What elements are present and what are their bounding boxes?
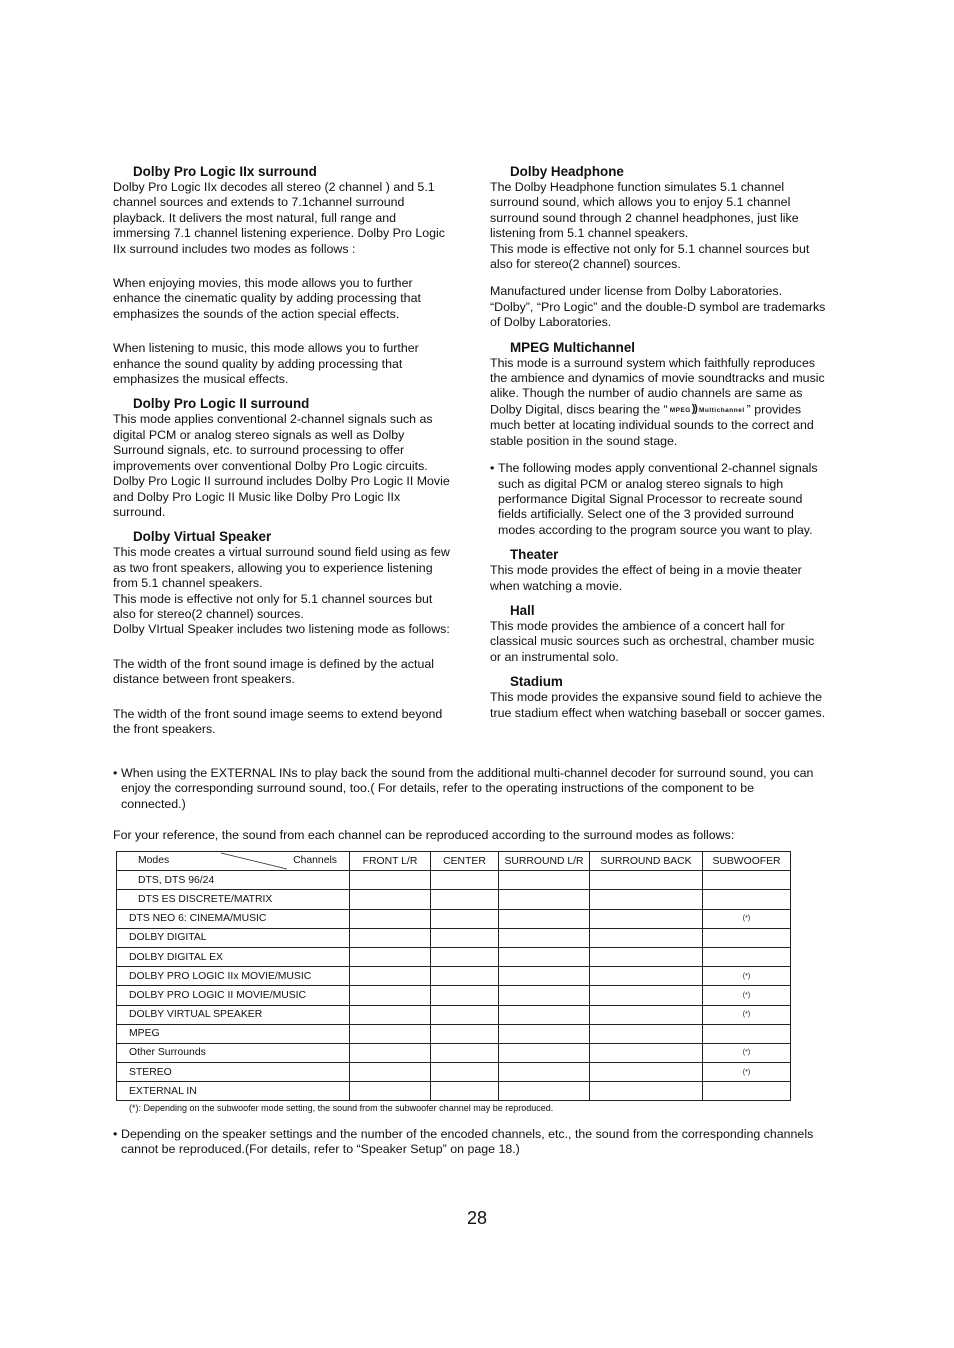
channel-cell [499, 1082, 590, 1101]
channel-cell [431, 871, 499, 890]
mpeg-multichannel-logo [670, 402, 745, 418]
channel-cell [590, 967, 703, 986]
header-center: CENTER [431, 852, 499, 871]
external-in-note [113, 766, 851, 812]
modes-label: Modes [138, 855, 170, 866]
right-column [490, 163, 842, 721]
table-row [117, 986, 791, 1005]
text-line: This mode creates a virtual surround sound field using as few [113, 545, 450, 560]
text-line: emphasizes the musical effects. [113, 372, 289, 387]
text-line: alike. Though the number of audio channels are same as [490, 386, 803, 401]
text-line: modes according to the program source you want to play. [498, 522, 813, 537]
text-line: The Dolby Headphone function simulates 5.1 channel [490, 180, 785, 194]
left-column [113, 163, 465, 737]
channel-cell [590, 986, 703, 1005]
mpeg-wave-icon: ⸩ [691, 402, 698, 415]
channel-cell [499, 1063, 590, 1082]
header-surround-back: SURROUND BACK [590, 852, 703, 871]
reference-intro: For your reference, the sound from each channel can be reproduced according to the surround modes as follows: [113, 828, 735, 842]
channel-cell [590, 909, 703, 928]
channel-cell [590, 947, 703, 966]
text-line: when watching a movie. [490, 578, 623, 593]
header-subwoofer: SUBWOOFER [703, 852, 791, 871]
mode-cell: DOLBY PRO LOGIC II MOVIE/MUSIC [117, 986, 350, 1005]
text-line: stable position in the sound stage. [490, 433, 678, 448]
text-line: cannot be reproduced.(For details, refer to “Speaker Setup” on page 18.) [121, 1142, 520, 1157]
channel-cell [431, 986, 499, 1005]
channel-cell [350, 1043, 431, 1062]
text-line: IIx surround includes two modes as follows : [113, 241, 356, 256]
table-row [117, 1043, 791, 1062]
license-text [490, 284, 842, 330]
table-footnote: (*): Depending on the subwoofer mode setting, the sound from the subwoofer channel may be reproduced. [129, 1103, 554, 1113]
channel-cell [350, 967, 431, 986]
channel-cell [350, 1005, 431, 1024]
mode-cell: DOLBY DIGITAL [117, 928, 350, 947]
text-line: such as digital PCM or analog stereo signals to high [498, 476, 784, 491]
text-line: classical music sources such as orchestral, chamber music [490, 634, 815, 649]
channel-cell [431, 967, 499, 986]
mode-cell: DOLBY VIRTUAL SPEAKER [117, 1005, 350, 1024]
dvs-text [113, 545, 465, 637]
channel-cell [431, 890, 499, 909]
channel-cell [590, 1043, 703, 1062]
text-line: This mode is a surround system which faithfully reproduces [490, 355, 816, 370]
text-line: This mode provides the ambience of a concert hall for [490, 618, 785, 633]
table-row [117, 909, 791, 928]
text-line: Dolby Pro Logic IIx decodes all stereo (2 channel ) and 5.1 [113, 180, 435, 194]
headphone-text [490, 180, 842, 272]
stadium-title: Stadium [510, 674, 563, 690]
mode-cell: MPEG [117, 1024, 350, 1043]
subwoofer-cell: (*) [703, 1043, 791, 1062]
channel-cell [590, 871, 703, 890]
speaker-settings-note [113, 1127, 851, 1158]
channel-cell [350, 890, 431, 909]
text-line: enhance the cinematic quality by adding processing that [113, 291, 421, 306]
text-line: This mode is effective not only for 5.1 channel sources but [113, 591, 433, 606]
channel-cell [350, 1082, 431, 1101]
table-row [117, 947, 791, 966]
text-line: Dolby Pro Logic II surround includes Dolby Pro Logic II Movie [113, 474, 450, 489]
mode-cell: EXTERNAL IN [117, 1082, 350, 1101]
table-row [117, 1005, 791, 1024]
mode-cell: DTS ES DISCRETE/MATRIX [117, 890, 350, 909]
stadium-text [490, 690, 842, 721]
movie-text [113, 276, 465, 322]
subwoofer-cell: (*) [703, 909, 791, 928]
table-row [117, 1082, 791, 1101]
header-surround: SURROUND L/R [499, 852, 590, 871]
text-line: When enjoying movies, this mode allows you to further [113, 276, 413, 291]
text-line: • The following modes apply conventional 2-channel signals [498, 461, 818, 476]
text-line: fields artificially. Select one of the 3 provided surround [498, 507, 794, 522]
text-line: much better at locating individual sounds to the correct and [490, 418, 814, 433]
channel-cell [431, 1005, 499, 1024]
mode-cell: DTS NEO 6: CINEMA/MUSIC [117, 909, 350, 928]
mpeg-text [490, 356, 842, 449]
music-text [113, 341, 465, 387]
text-line: connected.) [121, 796, 186, 811]
text-line: This mode provides the expansive sound field to achieve the [490, 690, 822, 705]
table-row [117, 1024, 791, 1043]
mode-cell: DOLBY PRO LOGIC IIx MOVIE/MUSIC [117, 967, 350, 986]
subwoofer-cell [703, 871, 791, 890]
surround-modes-table [116, 851, 791, 1101]
text-line: or an instrumental solo. [490, 649, 619, 664]
channel-cell [590, 1005, 703, 1024]
subwoofer-cell [703, 1024, 791, 1043]
logo-text: MPEG [669, 406, 691, 414]
text-line: also for stereo(2 channel) sources. [113, 606, 304, 621]
channel-cell [350, 947, 431, 966]
pl2-title: Dolby Pro Logic II surround [133, 396, 310, 412]
channel-cell [431, 928, 499, 947]
text-line: distance between front speakers. [113, 672, 295, 687]
mode-cell: Other Surrounds [117, 1043, 350, 1062]
subwoofer-cell: (*) [703, 1063, 791, 1082]
text-line: the front speakers. [113, 721, 216, 736]
text-line: Dolby VIrtual Speaker includes two listening mode as follows: [113, 622, 450, 637]
dsp-note [490, 461, 842, 538]
subwoofer-cell: (*) [703, 986, 791, 1005]
text-line: When listening to music, this mode allows you to further [113, 341, 419, 356]
subwoofer-cell: (*) [703, 1005, 791, 1024]
channel-cell [590, 928, 703, 947]
mpeg-logo-line [490, 402, 842, 418]
channel-cell [590, 1082, 703, 1101]
pl2-text [113, 412, 465, 520]
theater-title: Theater [510, 547, 559, 563]
text-line: true stadium effect when watching baseball or soccer games. [490, 705, 826, 720]
corner-header [117, 852, 350, 871]
subwoofer-cell [703, 928, 791, 947]
channels-label: Channels [293, 855, 337, 866]
text-line: This mode is effective not only for 5.1 channel sources but [490, 241, 810, 256]
text-line: performance Digital Signal Processor to recreate sound [498, 491, 803, 506]
table-row [117, 928, 791, 947]
wide-mode-text [113, 707, 465, 738]
text-line: immersing 7.1 channel listening experience. Dolby Pro Logic [113, 226, 445, 241]
text-line: playback. It delivers the most natural, full range and [113, 210, 397, 225]
channel-cell [431, 947, 499, 966]
mode-cell: DOLBY DIGITAL EX [117, 947, 350, 966]
channel-cell [590, 1063, 703, 1082]
channel-cell [350, 1063, 431, 1082]
channel-cell [431, 1063, 499, 1082]
text-line: also for stereo(2 channel) sources. [490, 257, 681, 272]
text-span: Dolby Digital, discs bearing the “ [490, 402, 668, 417]
table-row [117, 1063, 791, 1082]
table-row [117, 967, 791, 986]
channel-cell [499, 1043, 590, 1062]
text-line: • When using the EXTERNAL INs to play back the sound from the additional multi-channel decoder for surround sound, you can [121, 766, 814, 780]
header-front: FRONT L/R [350, 852, 431, 871]
text-line: from 5.1 channel speakers. [113, 576, 263, 591]
channel-cell [499, 947, 590, 966]
text-line: The width of the front sound image is defined by the actual [113, 656, 434, 671]
text-line: The width of the front sound image seems to extend beyond [113, 706, 443, 721]
mpeg-title: MPEG Multichannel [510, 339, 635, 355]
channel-cell [499, 986, 590, 1005]
channel-cell [350, 1024, 431, 1043]
text-line: channel sources and extends to 7.1channel surround [113, 195, 405, 210]
channel-cell [499, 967, 590, 986]
channel-cell [350, 986, 431, 1005]
text-line: the ambience and dynamics of movie soundtracks and music [490, 371, 825, 386]
channel-cell [431, 1024, 499, 1043]
text-line: Surround signals, etc. to surround processing to offer [113, 443, 405, 458]
text-line: emphasizes the sounds of the action special effects. [113, 306, 400, 321]
text-line: enjoy the corresponding surround sound, too.( For details, refer to the operating instructions of the component to be [121, 781, 754, 796]
subwoofer-cell [703, 947, 791, 966]
hall-title: Hall [510, 602, 535, 618]
text-line: and Dolby Pro Logic II Music like Dolby Pro Logic IIx [113, 489, 401, 504]
text-line: listening from 5.1 channel speakers. [490, 226, 689, 241]
text-line: of Dolby Laboratories. [490, 315, 612, 330]
channel-cell [350, 909, 431, 928]
text-line: This mode provides the effect of being in a movie theater [490, 563, 802, 578]
text-line: surround sound, which allows you to enjoy 5.1 channel [490, 195, 791, 210]
channel-cell [499, 871, 590, 890]
channel-cell [350, 928, 431, 947]
headphone-title: Dolby Headphone [510, 164, 624, 179]
channel-cell [499, 890, 590, 909]
table-header-row [117, 852, 791, 871]
channel-cell [590, 1024, 703, 1043]
text-line: “Dolby”, “Pro Logic” and the double-D symbol are trademarks [490, 299, 826, 314]
channel-cell [350, 871, 431, 890]
text-line: surround. [113, 504, 166, 519]
page-number: 28 [466, 1208, 488, 1228]
channel-cell [590, 890, 703, 909]
text-span: ” provides [746, 402, 802, 417]
channel-cell [499, 1005, 590, 1024]
plii-title: Dolby Pro Logic IIx surround [133, 164, 317, 179]
subwoofer-cell [703, 1082, 791, 1101]
text-line: digital PCM or analog stereo signals as well as Dolby [113, 427, 405, 442]
mode-cell: DTS, DTS 96/24 [117, 871, 350, 890]
table-row [117, 871, 791, 890]
text-line: This mode applies conventional 2-channel signals such as [113, 412, 433, 427]
channel-cell [499, 909, 590, 928]
text-line: as two front speakers, allowing you to experience listening [113, 560, 433, 575]
subwoofer-cell [703, 890, 791, 909]
text-line: surround sound through 2 channel headphones, just like [490, 210, 799, 225]
channel-cell [431, 909, 499, 928]
mode-cell: STEREO [117, 1063, 350, 1082]
dvs-title: Dolby Virtual Speaker [133, 529, 272, 545]
subwoofer-cell: (*) [703, 967, 791, 986]
channel-cell [431, 1043, 499, 1062]
theater-text [490, 563, 842, 594]
channel-cell [499, 928, 590, 947]
hall-text [490, 619, 842, 665]
table-row [117, 890, 791, 909]
logo-text: Multichannel [698, 406, 745, 414]
text-line: enhance the sound quality by adding processing that [113, 356, 403, 371]
text-line: • Depending on the speaker settings and the number of the encoded channels, etc., the sound from the corresponding channels [121, 1127, 814, 1141]
channel-cell [431, 1082, 499, 1101]
text-line: Manufactured under license from Dolby Laboratories. [490, 284, 783, 299]
reference-mode-text [113, 657, 465, 688]
channel-cell [499, 1024, 590, 1043]
text-line: improvements over conventional Dolby Pro Logic circuits. [113, 458, 428, 473]
plii-text [113, 180, 465, 257]
